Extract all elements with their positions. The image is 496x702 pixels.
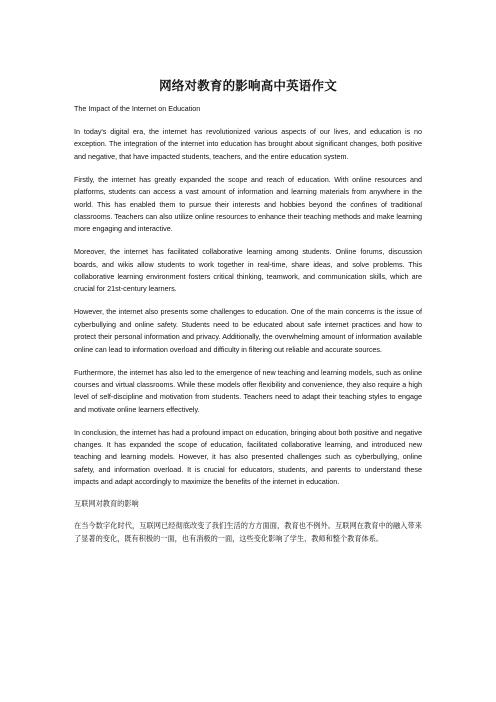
chinese-title: 互联网对教育的影响: [74, 499, 139, 509]
document-title: 网络对教育的影响高中英语作文: [159, 78, 337, 93]
paragraph-new-models: Furthermore, the internet has also led to the emergence of new teaching and learning models, such as online courses and virtual classrooms. While these models offer flexibility and convenience, they also require a high level of self-discipline and motivation from students. Teachers need to adapt their teaching styles to engage and motivate online learners effectively.: [74, 367, 422, 414]
chinese-paragraph: 在当今数字化时代，互联网已经彻底改变了我们生活的方方面面，教育也不例外。互联网在教育中的融入带来了显著的变化，既有积极的一面，也有消极的一面，这些变化影响了学生、教师和整个教育体系。: [74, 521, 422, 544]
paragraph-intro: In today's digital era, the internet has revolutionized various aspects of our lives, and education is no exception. The integration of the internet into education has brought about significant changes, both positive and negative, that have impacted students, teachers, and the entire education system.: [74, 127, 422, 161]
paragraph-challenges: However, the internet also presents some challenges to education. One of the main concerns is the issue of cyberbullying and online safety. Students need to be educated about safe internet practices and how to protect their personal information and privacy. Additionally, the overwhelming amount of information available online can lead to information overload and difficulty in filtering out reliable and accurate sources.: [74, 307, 422, 354]
paragraph-scope: Firstly, the internet has greatly expanded the scope and reach of education. With online resources and platforms, students can access a vast amount of information and learning materials from anywhere in the world. This has enabled them to pursue their interests and hobbies beyond the confines of traditional classrooms. Teachers can also utilize online resources to enhance their teaching methods and make learning more engaging and interactive.: [74, 174, 422, 234]
paragraph-conclusion: In conclusion, the internet has had a profound impact on education, bringing about both positive and negative changes. It has expanded the scope of education, facilitated collaborative learning, and introduced new teaching and learning models. However, it has also presented challenges such as cyberbullying, online safety, and information overload. It is crucial for educators, students, and parents to understand these impacts and adapt accordingly to maximize the benefits of the internet in education.: [74, 427, 422, 487]
english-title: The Impact of the Internet on Education: [74, 104, 201, 113]
document-page: [74, 76, 422, 545]
paragraph-collaboration: Moreover, the internet has facilitated collaborative learning among students. Online forums, discussion boards, and wikis allow students to work together in real-time, share ideas, and solve problems. This collaborative learning environment fosters critical thinking, teamwork, and communication skills, which are crucial for 21st-century learners.: [74, 247, 422, 294]
